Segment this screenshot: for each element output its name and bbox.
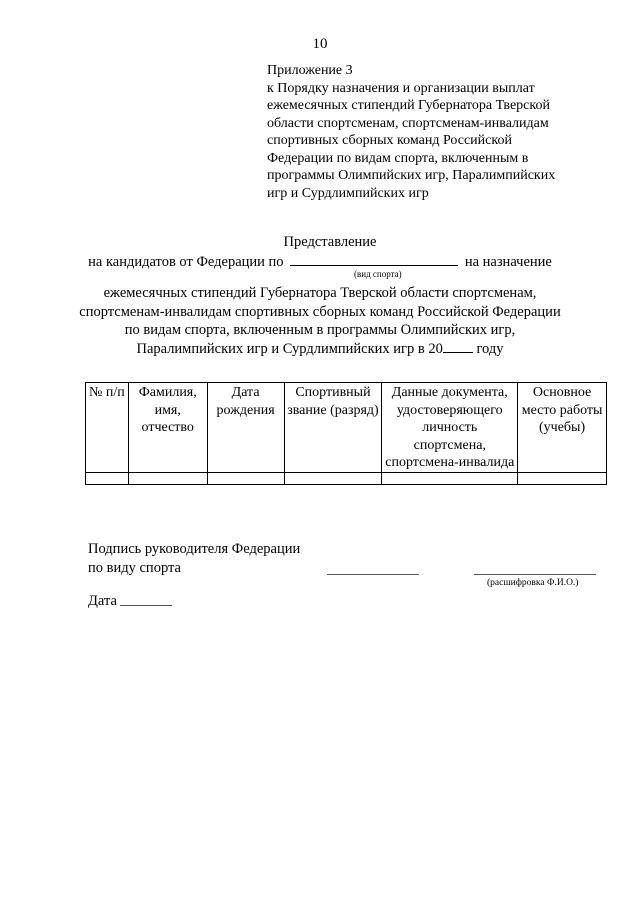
table-cell[interactable] xyxy=(284,472,382,484)
form-body xyxy=(0,284,640,358)
header-cell-id-document: Данные документа, удостоверяющего личность спортсмена, спортсмена-инвалида xyxy=(382,383,518,473)
signature-blank-field[interactable] xyxy=(327,574,419,575)
header-cell-birthdate: Дата рождения xyxy=(207,383,284,473)
appendix-line: ежемесячных стипендий Губернатора Тверской xyxy=(267,98,550,113)
appendix-note xyxy=(267,62,607,202)
candidates-line xyxy=(0,252,640,271)
signature-label-line1: Подпись руководителя Федерации xyxy=(88,541,301,557)
appendix-line: к Порядку назначения и организации выплат xyxy=(267,80,535,96)
year-blank-field[interactable] xyxy=(443,340,473,353)
candidates-suffix: на назначение xyxy=(464,254,552,270)
appendix-line: программы Олимпийских игр, Паралимпийских xyxy=(267,168,556,183)
table-cell[interactable] xyxy=(86,472,129,484)
table-header-row xyxy=(86,383,607,473)
appendix-line: игр и Сурдлимпийских игр xyxy=(267,185,429,201)
header-cell-rank: Спортивный звание (разряд) xyxy=(284,383,382,473)
date-label: Дата xyxy=(88,593,117,609)
date-blank-field[interactable] xyxy=(120,605,172,606)
year-line-suffix: году xyxy=(472,340,504,357)
name-decode-blank-field[interactable] xyxy=(474,574,596,575)
appendix-line: области спортсменам, спортсменам-инвалидам xyxy=(267,115,549,131)
appendix-line: спортивных сборных команд Российской xyxy=(267,133,512,148)
candidates-table xyxy=(85,382,607,485)
name-decode-hint: (расшифровка Ф.И.О.) xyxy=(487,578,579,588)
header-cell-workplace: Основное место работы (учебы) xyxy=(518,383,607,473)
year-line xyxy=(0,340,640,359)
form-title: Представление xyxy=(283,234,377,250)
table-cell[interactable] xyxy=(518,472,607,484)
candidates-prefix: на кандидатов от Федерации по xyxy=(88,254,284,270)
header-cell-name: Фамилия, имя, отчество xyxy=(128,383,207,473)
header-cell-number: № п/п xyxy=(86,383,129,473)
sport-hint: (вид спорта) xyxy=(354,269,402,279)
table-cell[interactable] xyxy=(207,472,284,484)
body-line: ежемесячных стипендий Губернатора Тверской области спортсменам, xyxy=(103,285,537,301)
table-cell[interactable] xyxy=(128,472,207,484)
appendix-line: Федерации по видам спорта, включенным в xyxy=(267,150,529,166)
sport-blank-field[interactable] xyxy=(290,252,458,266)
table-cell[interactable] xyxy=(382,472,518,484)
year-line-prefix: Паралимпийских игр и Сурдлимпийских игр в 20 xyxy=(136,340,443,357)
body-line: спортсменам-инвалидам спортивных сборных команд Российской Федерации xyxy=(79,303,561,320)
signature-label-line2: по виду спорта xyxy=(88,560,181,576)
appendix-line: Приложение 3 xyxy=(267,63,353,78)
table-row xyxy=(86,472,607,484)
page-number: 10 xyxy=(312,36,328,52)
body-line: по видам спорта, включенным в программы Олимпийских игр, xyxy=(124,322,516,338)
